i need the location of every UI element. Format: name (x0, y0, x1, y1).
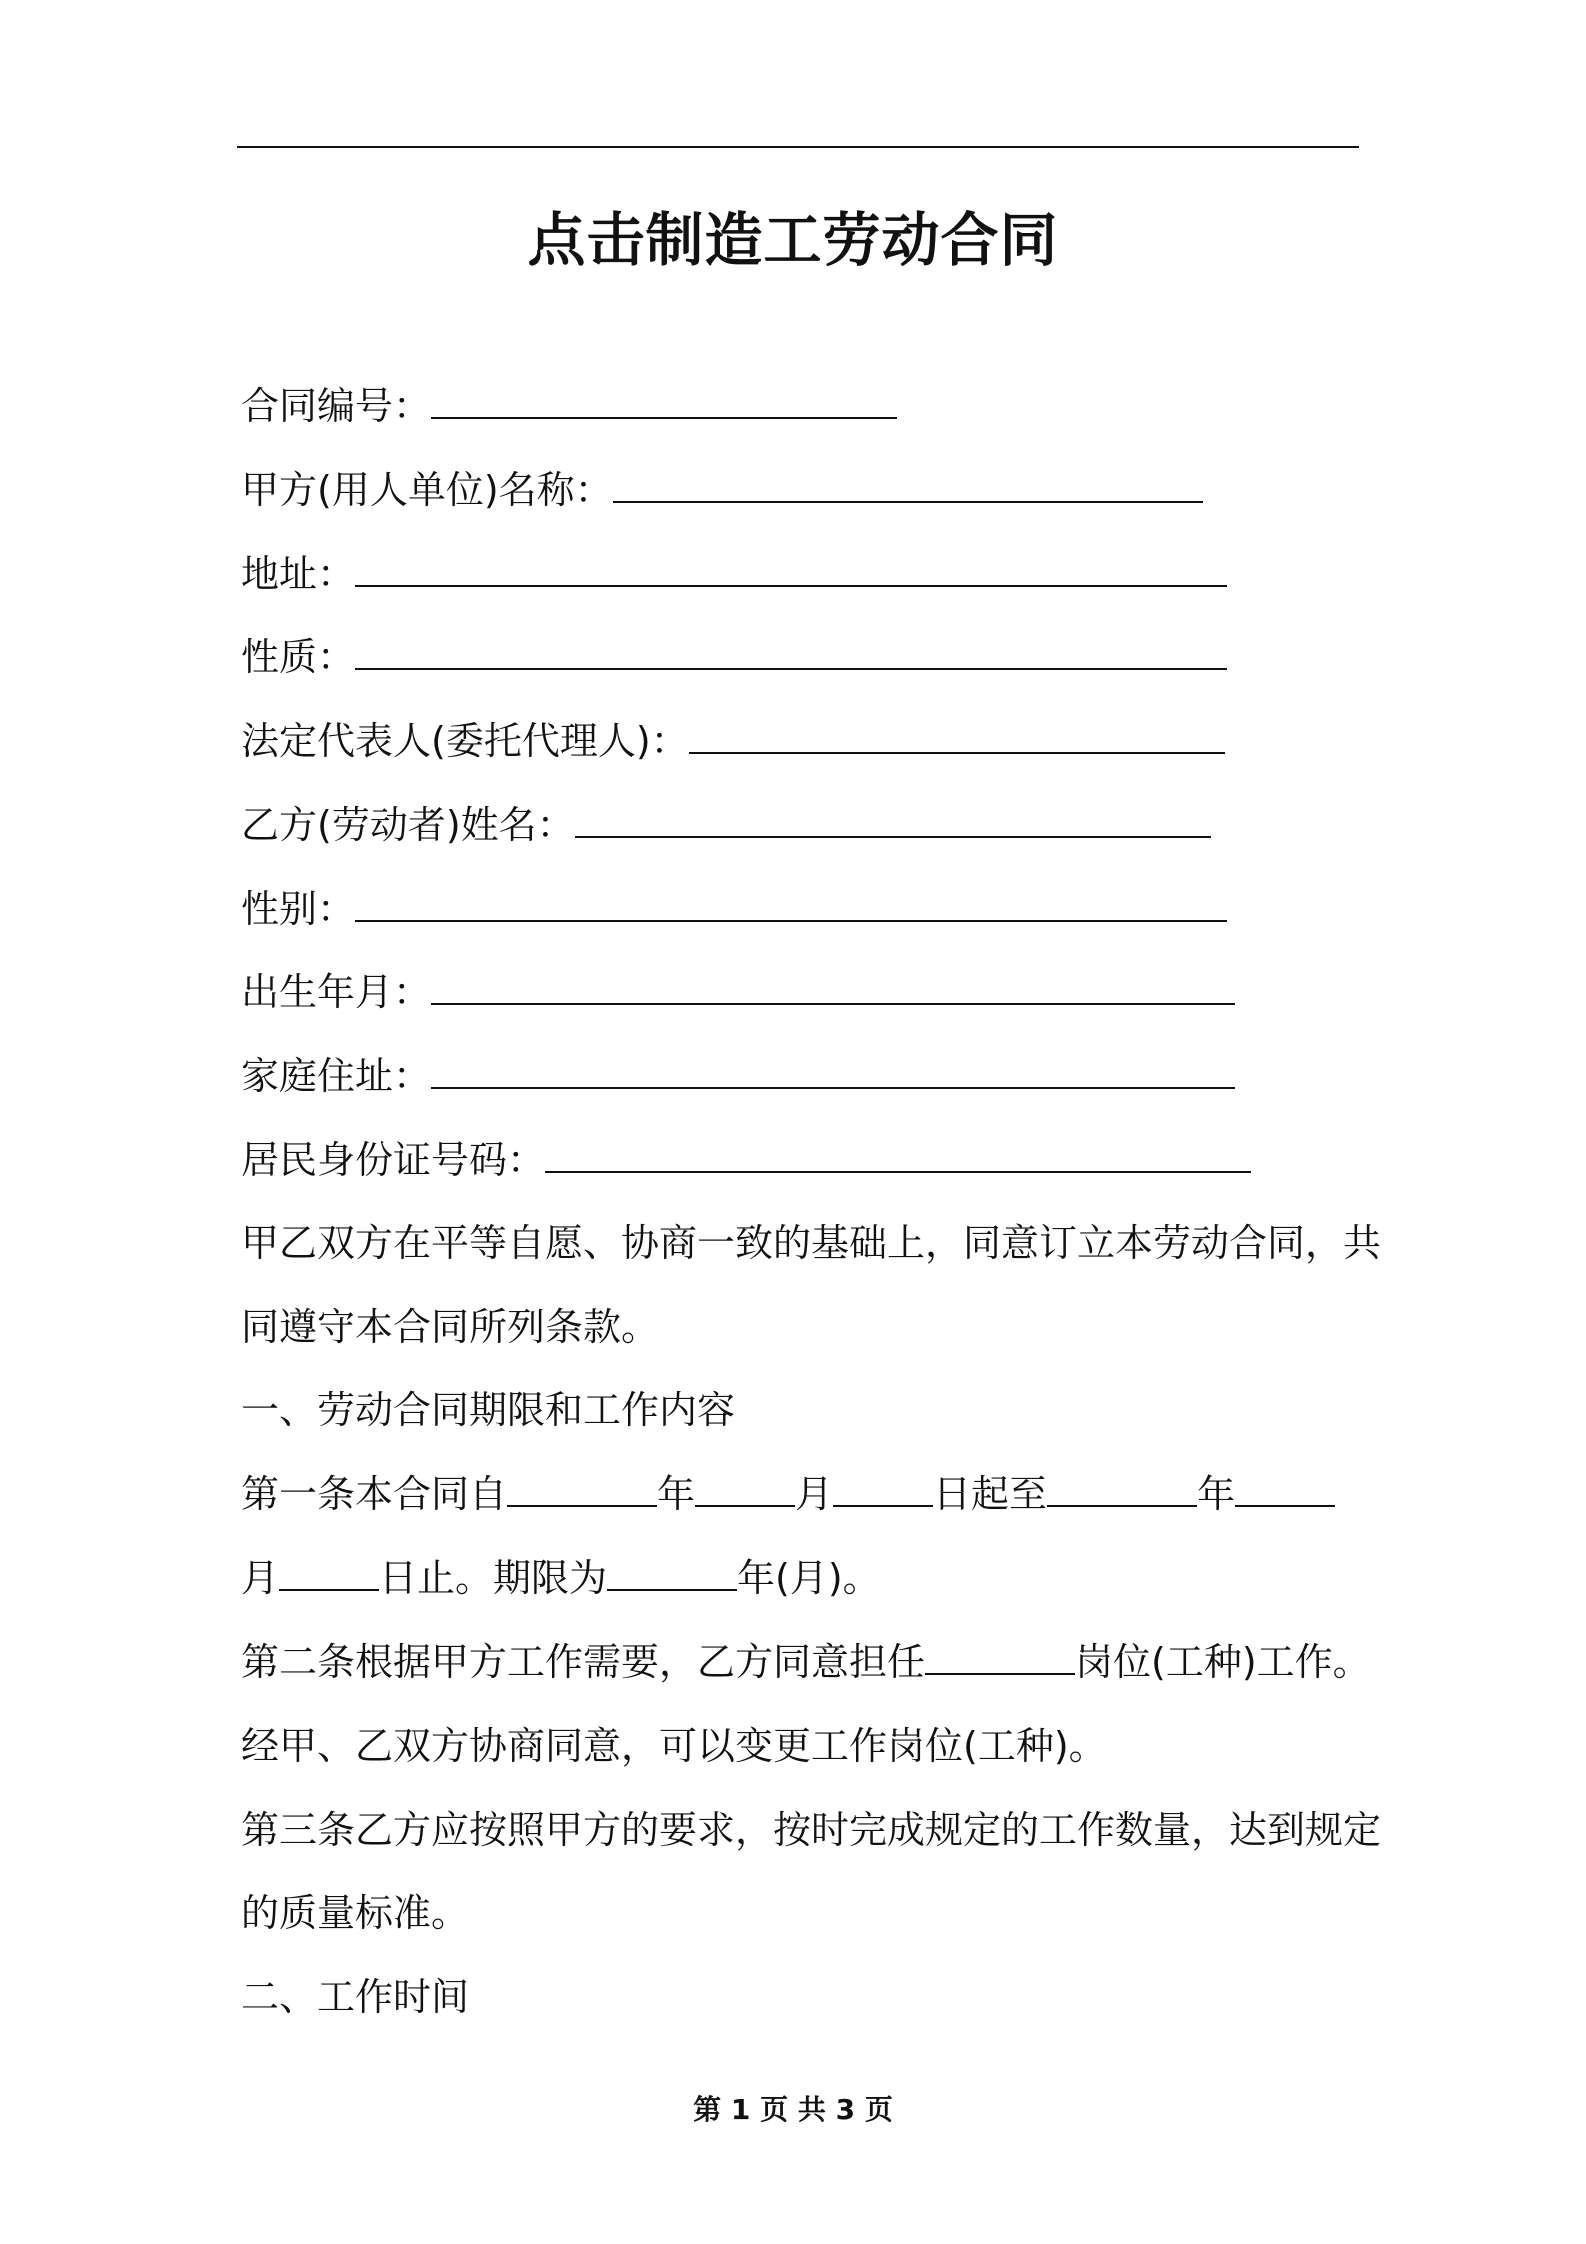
field-employer-name (241, 460, 1203, 520)
field-label: 性质： (241, 635, 356, 679)
field-employee-name (241, 795, 1211, 855)
article-1-line-1 (241, 1464, 1335, 1524)
legal-representative-blank[interactable] (689, 751, 1225, 754)
article-text: 岗位(工种)工作。 (1075, 1640, 1371, 1684)
field-nature (241, 627, 1227, 687)
page-number: 第 1 页 共 3 页 (693, 2093, 893, 2126)
address-blank[interactable] (355, 584, 1227, 587)
end-year-blank[interactable] (1047, 1504, 1197, 1507)
field-label: 乙方(劳动者)姓名： (241, 803, 575, 847)
article-2-line-2: 经甲、乙双方协商同意，可以变更工作岗位(工种)。 (241, 1724, 1107, 1768)
field-label: 出生年月： (241, 970, 432, 1014)
nature-blank[interactable] (355, 667, 1227, 670)
article-3-line-2: 的质量标准。 (241, 1891, 470, 1935)
birth-date-blank[interactable] (431, 1002, 1235, 1005)
intro-line-2: 同遵守本合同所列条款。 (241, 1305, 660, 1349)
article-1-line-2 (241, 1548, 881, 1608)
article-text: 第一条本合同自 (241, 1472, 508, 1516)
field-birth-date (241, 962, 1235, 1022)
article-2-line-1 (241, 1632, 1371, 1692)
field-home-address (241, 1046, 1235, 1106)
field-label: 法定代表人(委托代理人)： (241, 719, 689, 763)
field-contract-number (241, 376, 897, 436)
article-3-line-1: 第三条乙方应按照甲方的要求，按时完成规定的工作数量，达到规定 (241, 1808, 1382, 1852)
term-length-blank[interactable] (607, 1588, 737, 1591)
field-label: 合同编号： (241, 384, 432, 428)
home-address-blank[interactable] (431, 1086, 1235, 1089)
position-blank[interactable] (925, 1672, 1075, 1675)
end-month-blank-part[interactable] (1235, 1504, 1335, 1507)
gender-blank[interactable] (355, 919, 1227, 922)
contract-number-blank[interactable] (431, 416, 897, 419)
start-day-blank[interactable] (833, 1504, 933, 1507)
field-legal-representative (241, 711, 1225, 771)
intro-line-1: 甲乙双方在平等自愿、协商一致的基础上，同意订立本劳动合同，共 (241, 1221, 1382, 1265)
section-1-heading: 一、劳动合同期限和工作内容 (241, 1388, 736, 1432)
field-id-number (241, 1130, 1251, 1190)
article-text: 日止。期限为 (379, 1556, 608, 1600)
article-text: 年 (657, 1472, 696, 1516)
field-label: 甲方(用人单位)名称： (241, 468, 613, 512)
start-year-blank[interactable] (507, 1504, 657, 1507)
header-rule (237, 146, 1359, 148)
field-gender (241, 879, 1227, 939)
field-label: 地址： (241, 552, 356, 596)
field-address (241, 544, 1227, 604)
field-label: 居民身份证号码： (241, 1138, 546, 1182)
article-text: 月 (241, 1556, 280, 1600)
start-month-blank[interactable] (695, 1504, 795, 1507)
article-text: 日起至 (933, 1472, 1048, 1516)
end-day-blank[interactable] (279, 1588, 379, 1591)
article-text: 第二条根据甲方工作需要，乙方同意担任 (241, 1640, 926, 1684)
section-2-heading: 二、工作时间 (241, 1975, 470, 2019)
document-title: 点击制造工劳动合同 (527, 206, 1059, 274)
field-label: 家庭住址： (241, 1054, 432, 1098)
article-text: 年 (1197, 1472, 1236, 1516)
article-text: 年(月)。 (737, 1556, 881, 1600)
id-number-blank[interactable] (545, 1170, 1251, 1173)
employer-name-blank[interactable] (613, 500, 1203, 503)
employee-name-blank[interactable] (575, 835, 1211, 838)
field-label: 性别： (241, 887, 356, 931)
article-text: 月 (795, 1472, 834, 1516)
